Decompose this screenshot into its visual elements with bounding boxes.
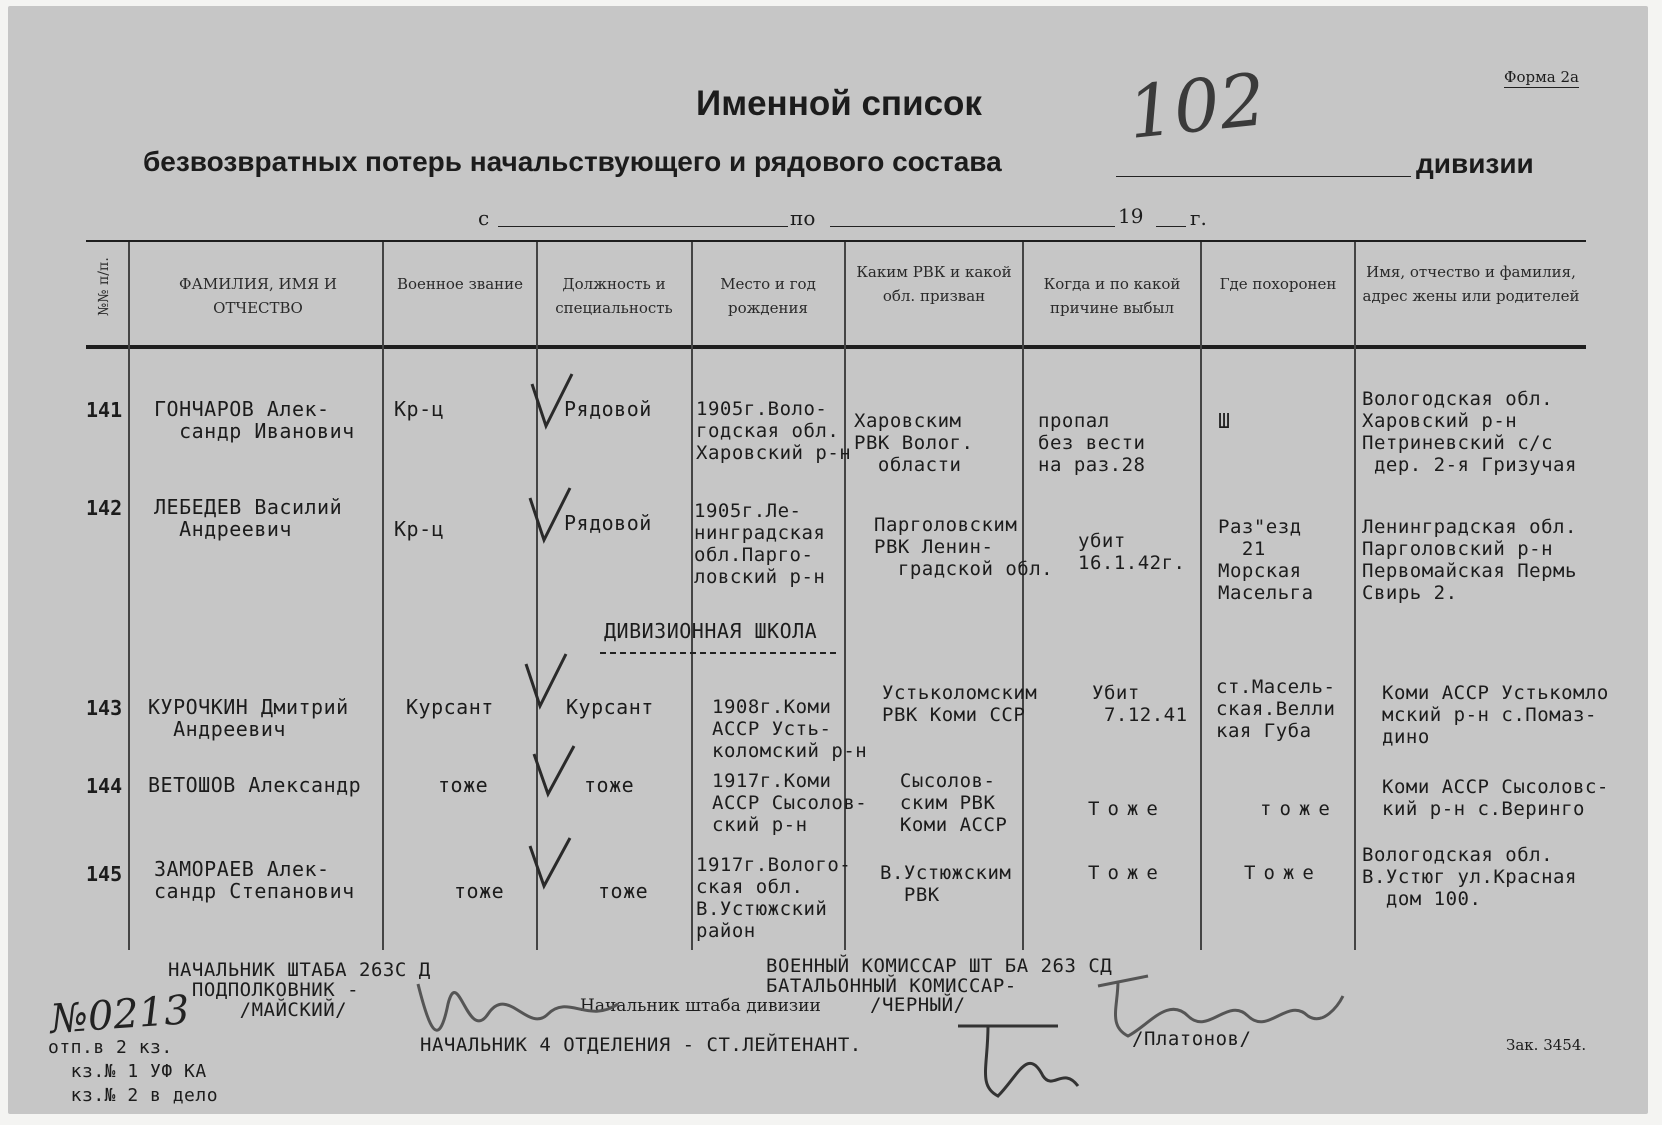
year-line	[1156, 226, 1186, 227]
military-rank: Курсант	[406, 695, 494, 719]
platonov-name: /Платонов/	[1132, 1028, 1252, 1050]
birth-place: 1917г.Волого- ская обл. В.Устюжский район	[696, 854, 852, 942]
soldier-name: ЗАМОРАЕВ Алек- сандр Степанович	[154, 857, 355, 903]
birth-place: 1905г.Воло- годская обл. Харовский р-н	[696, 398, 852, 464]
loss-reason: убит 16.1.42г.	[1078, 530, 1186, 574]
birth-place: 1908г.Коми АССР Усть- коломский р-н	[712, 696, 868, 762]
period-from-label: с	[478, 206, 490, 230]
burial-place: Тоже	[1244, 862, 1322, 884]
row-number: 142	[86, 496, 123, 520]
drafted-by: Устьколомским РВК Коми ССР	[882, 682, 1038, 726]
division-chief-name: /ЧЕРНЫЙ/	[870, 994, 966, 1016]
form-number: Форма 2а	[1504, 68, 1579, 86]
column-header-reason: Когда и по какой причине выбыл	[1043, 275, 1181, 317]
column-divider	[1200, 242, 1202, 950]
row-number: 144	[86, 774, 123, 798]
section-underline	[600, 652, 836, 654]
column-divider	[844, 242, 846, 950]
commissar-block: ВОЕННЫЙ КОМИССАР ШТ БА 263 СД БАТАЛЬОННЫЙ КОМИССАР-	[766, 955, 1113, 997]
handwritten-division-number: 102	[1123, 57, 1270, 155]
page-subtitle: безвозвратных потерь начальствующего и рядового состава	[143, 146, 1002, 177]
column-header-birth: Место и год рождения	[720, 275, 816, 317]
relatives-address: Вологодская обл. В.Устюг ул.Красная дом 100.	[1362, 844, 1577, 910]
drafted-by: Парголовским РВК Ленин- градской обл.	[874, 514, 1054, 580]
column-header-drafted: Каким РВК и какой обл. призван	[856, 263, 1012, 305]
military-rank: Кр-ц	[394, 397, 445, 421]
signature-icon	[1088, 966, 1348, 1046]
column-divider	[1022, 242, 1024, 950]
check-mark-icon	[528, 370, 578, 430]
soldier-name: КУРОЧКИН Дмитрий Андреевич	[148, 695, 349, 741]
soldier-name: ГОНЧАРОВ Алек- сандр Иванович	[154, 397, 355, 443]
row-number: 141	[86, 398, 123, 422]
burial-place: Ш	[1218, 409, 1231, 433]
relatives-address: Вологодская обл. Харовский р-н Петриневский с/с дер. 2-я Гризучая	[1362, 388, 1577, 476]
relatives-address: Ленинградская обл. Парголовский р-н Первомайская Пермь Свирь 2.	[1362, 516, 1577, 604]
drafted-by: В.Устюжским РВК	[880, 862, 1012, 906]
position: тоже	[584, 773, 635, 797]
military-rank: тоже	[454, 879, 505, 903]
period-to-line	[830, 226, 1115, 227]
loss-reason: Тоже	[1088, 798, 1166, 820]
period-to-label: по	[790, 206, 816, 230]
relatives-address: Коми АССР Сысоловс- кий р-н с.Веринго	[1382, 776, 1609, 820]
column-divider	[128, 242, 130, 950]
year-suffix: г.	[1190, 206, 1207, 230]
signature-icon	[948, 1006, 1088, 1106]
order-number: Зак. 3454.	[1506, 1036, 1587, 1054]
column-header-position: Должность и специальность	[555, 275, 673, 317]
row-number: 143	[86, 696, 123, 720]
check-mark-icon	[526, 834, 576, 890]
department-chief-block: НАЧАЛЬНИК 4 ОТДЕЛЕНИЯ - СТ.ЛЕЙТЕНАНТ.	[420, 1034, 862, 1056]
column-header-buried: Где похоронен	[1219, 275, 1337, 293]
soldier-name: ЛЕБЕДЕВ Василий Андреевич	[154, 495, 343, 541]
column-divider	[1354, 242, 1356, 950]
handwritten-register-number: №0213	[48, 987, 192, 1043]
birth-place: 1905г.Ле- нинградская обл.Парго- ловский р-н	[694, 500, 826, 588]
column-divider	[691, 242, 693, 950]
check-mark-icon	[526, 484, 576, 544]
column-header-relatives: Имя, отчество и фамилия, адрес жены или родителей	[1362, 263, 1580, 305]
drafted-by: Сысолов- ским РВК Коми АССР	[899, 770, 1008, 836]
signature-icon	[408, 944, 628, 1064]
burial-place: тоже	[1260, 798, 1338, 820]
column-header-number: №№ п/п.	[96, 257, 112, 316]
page-title: Именной список	[696, 84, 982, 123]
relatives-address: Коми АССР Устькомло мский р-н с.Помаз- дино	[1382, 682, 1609, 748]
position: Рядовой	[564, 397, 652, 421]
division-blank-line	[1116, 176, 1411, 177]
column-header-name: ФАМИЛИЯ, ИМЯ И ОТЧЕСТВО	[179, 275, 337, 317]
column-header-rank: Военное звание	[396, 275, 524, 293]
position: Курсант	[566, 695, 654, 719]
table-header-rule	[86, 345, 1586, 349]
section-heading: ДИВИЗИОННАЯ ШКОЛА	[604, 619, 818, 643]
check-mark-icon	[530, 742, 580, 798]
division-chief-caption: Начальник штаба дивизии	[580, 996, 821, 1016]
loss-reason: Тоже	[1088, 862, 1166, 884]
subtitle-suffix: дивизии	[1416, 148, 1534, 179]
document-sheet	[8, 6, 1648, 1114]
position: Рядовой	[564, 511, 652, 535]
row-number: 145	[86, 862, 123, 886]
period-from-line	[498, 226, 788, 227]
loss-reason: Убит 7.12.41	[1092, 682, 1188, 726]
copies-note: отп.в 2 кз. кз.№ 1 УФ КА кз.№ 2 в дело	[48, 1037, 219, 1106]
burial-place: ст.Масель- ская.Велли кая Губа	[1216, 676, 1336, 742]
birth-place: 1917г.Коми АССР Сысолов- ский р-н	[712, 770, 868, 836]
year-label: 19	[1118, 204, 1144, 228]
soldier-name: ВЕТОШОВ Александр	[148, 773, 362, 797]
military-rank: Кр-ц	[394, 517, 445, 541]
military-rank: тоже	[438, 773, 489, 797]
position: тоже	[598, 879, 649, 903]
check-mark-icon	[522, 650, 572, 710]
chief-of-staff-block: НАЧАЛЬНИК ШТАБА 263С Д ПОДПОЛКОВНИК - /МАЙСКИЙ/	[168, 959, 431, 1021]
column-divider	[382, 242, 384, 950]
burial-place: Раз"езд 21 Морская Масельга	[1218, 516, 1314, 604]
table-top-rule	[86, 240, 1586, 242]
loss-reason: пропал без вести на раз.28	[1038, 410, 1146, 476]
drafted-by: Харовским РВК Волог. области	[854, 410, 974, 476]
